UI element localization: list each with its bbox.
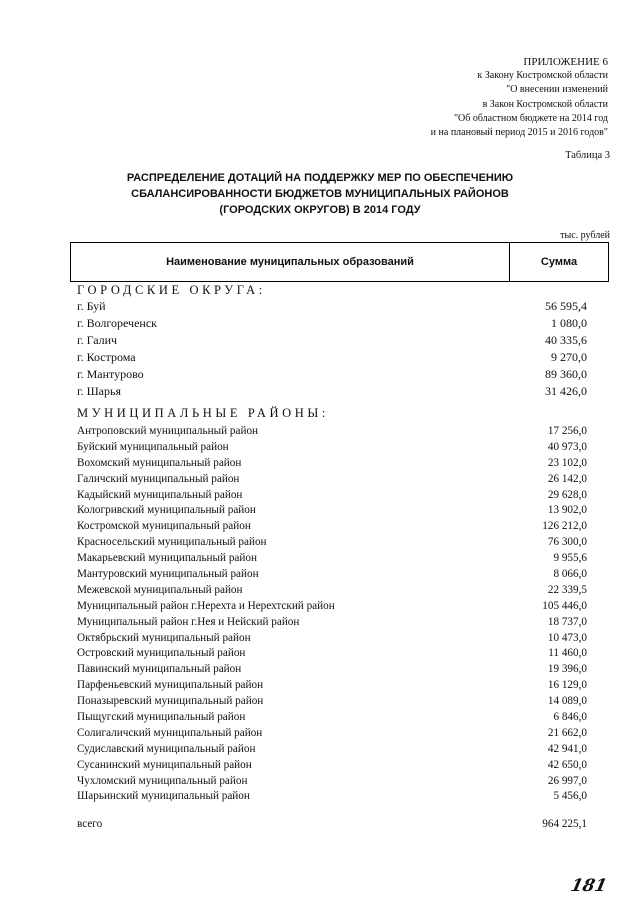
page-number: 181	[568, 876, 609, 896]
table-row	[77, 439, 587, 455]
title-line: РАСПРЕДЕЛЕНИЕ ДОТАЦИЙ НА ПОДДЕРЖКУ МЕР ПО ОБЕСПЕЧЕНИЮ	[126, 172, 514, 184]
header-line: к Закону Костромской области	[477, 70, 608, 82]
row-value: 18 737,0	[547, 615, 587, 628]
row-value: 8 066,0	[553, 567, 587, 580]
row-name: г. Шарья	[77, 384, 121, 398]
row-value: 11 460,0	[548, 647, 587, 660]
table-row	[77, 423, 587, 439]
title-line: СБАЛАНСИРОВАННОСТИ БЮДЖЕТОВ МУНИЦИПАЛЬНЫХ РАЙОНОВ	[131, 188, 509, 200]
table-row	[77, 741, 587, 757]
cities-list	[77, 298, 587, 400]
row-value: 10 473,0	[547, 631, 587, 644]
table-row	[77, 788, 587, 804]
row-name: Судиславский муниципальный район	[77, 742, 256, 755]
row-name: Антроповский муниципальный район	[77, 424, 259, 437]
table-row	[77, 349, 587, 366]
table-row	[77, 502, 587, 518]
districts-list	[77, 423, 587, 804]
row-value: 89 360,0	[545, 367, 587, 381]
header-line: в Закон Костромской области	[482, 98, 608, 110]
total-label: всего	[77, 818, 103, 830]
row-value: 5 456,0	[553, 790, 587, 803]
row-value: 126 212,0	[542, 520, 587, 533]
row-name: Парфеньевский муниципальный район	[77, 679, 264, 692]
table-row	[77, 315, 587, 332]
table-row	[77, 693, 587, 709]
row-name: Чухломский муниципальный район	[77, 774, 248, 787]
row-name: Солигаличский муниципальный район	[77, 726, 263, 739]
row-name: Шарьинский муниципальный район	[77, 790, 250, 803]
title-line: (ГОРОДСКИХ ОКРУГОВ) В 2014 ГОДУ	[219, 204, 421, 216]
row-name: Вохомский муниципальный район	[77, 456, 242, 469]
table-row	[77, 773, 587, 789]
row-value: 9 270,0	[551, 350, 587, 364]
table-row	[77, 455, 587, 471]
row-value: 17 256,0	[547, 424, 587, 437]
row-name: г. Кострома	[77, 350, 136, 364]
table-row	[77, 332, 587, 349]
row-value: 6 846,0	[553, 710, 587, 723]
total-value: 964 225,1	[542, 818, 587, 830]
row-name: Галичский муниципальный район	[77, 472, 240, 485]
row-name: г. Буй	[77, 299, 106, 313]
row-name: Поназыревский муниципальный район	[77, 695, 264, 708]
row-name: Октябрьский муниципальный район	[77, 631, 251, 644]
row-name: Межевской муниципальный район	[77, 583, 243, 596]
row-value: 26 997,0	[547, 774, 587, 787]
row-name: Кадыйский муниципальный район	[77, 488, 243, 501]
table-row	[77, 645, 587, 661]
row-name: Павинский муниципальный район	[77, 663, 242, 676]
table-row	[77, 725, 587, 741]
row-value: 40 973,0	[547, 440, 587, 453]
header-line: и на плановый период 2015 и 2016 годов"	[430, 127, 608, 139]
row-name: Пыщугский муниципальный район	[77, 710, 246, 723]
header-line: "Об областном бюджете на 2014 год	[453, 112, 608, 124]
row-value: 21 662,0	[547, 726, 587, 739]
table-number: Таблица 3	[565, 150, 610, 161]
column-header-sum: Сумма	[540, 256, 578, 268]
row-name: Макарьевский муниципальный район	[77, 552, 257, 565]
row-name: Муниципальный район г.Нерехта и Нерехтский район	[77, 599, 335, 612]
table-row	[77, 534, 587, 550]
row-name: Кологривский муниципальный район	[77, 504, 256, 517]
row-value: 1 080,0	[551, 316, 587, 330]
section-heading-cities: ГОРОДСКИЕ ОКРУГА:	[77, 283, 266, 297]
table-row	[77, 518, 587, 534]
table-header	[70, 242, 609, 282]
header-line: "О внесении изменений	[506, 84, 608, 96]
row-name: Островский муниципальный район	[77, 647, 246, 660]
row-name: Мантуровский муниципальный район	[77, 567, 259, 580]
row-name: г. Мантурово	[77, 367, 144, 381]
unit-label: тыс. рублей	[560, 230, 610, 241]
section-heading-districts: МУНИЦИПАЛЬНЫЕ РАЙОНЫ:	[77, 406, 329, 420]
table-row	[77, 298, 587, 315]
table-row	[77, 582, 587, 598]
row-name: Муниципальный район г.Нея и Нейский район	[77, 615, 300, 628]
row-name: Красносельский муниципальный район	[77, 536, 267, 549]
row-value: 105 446,0	[542, 599, 587, 612]
row-value: 42 650,0	[547, 758, 587, 771]
header-line: ПРИЛОЖЕНИЕ 6	[523, 56, 608, 68]
row-value: 29 628,0	[547, 488, 587, 501]
row-value: 22 339,5	[547, 583, 587, 596]
document-title	[0, 170, 640, 218]
column-header-name: Наименование муниципальных образований	[71, 243, 510, 281]
row-value: 16 129,0	[547, 679, 587, 692]
table-row	[77, 566, 587, 582]
total-row	[77, 815, 587, 833]
row-value: 14 089,0	[547, 695, 587, 708]
row-value: 26 142,0	[547, 472, 587, 485]
appendix-header	[431, 55, 608, 140]
table-row	[77, 383, 587, 400]
table-row	[77, 487, 587, 503]
row-name: Сусанинский муниципальный район	[77, 758, 252, 771]
table-row	[77, 366, 587, 383]
row-name: г. Волгореченск	[77, 316, 157, 330]
row-name: Костромской муниципальный район	[77, 520, 251, 533]
row-name: г. Галич	[77, 333, 118, 347]
row-value: 19 396,0	[547, 663, 587, 676]
table-row	[77, 677, 587, 693]
row-value: 23 102,0	[547, 456, 587, 469]
table-row	[77, 614, 587, 630]
table-row	[77, 709, 587, 725]
row-value: 13 902,0	[547, 504, 587, 517]
table-row	[77, 630, 587, 646]
row-value: 76 300,0	[547, 536, 587, 549]
row-value: 42 941,0	[547, 742, 587, 755]
table-row	[77, 598, 587, 614]
row-value: 9 955,6	[553, 552, 587, 565]
row-value: 56 595,4	[545, 299, 587, 313]
row-value: 31 426,0	[545, 384, 587, 398]
table-row	[77, 757, 587, 773]
table-row	[77, 550, 587, 566]
row-name: Буйский муниципальный район	[77, 440, 229, 453]
table-row	[77, 471, 587, 487]
table-row	[77, 661, 587, 677]
row-value: 40 335,6	[545, 333, 587, 347]
